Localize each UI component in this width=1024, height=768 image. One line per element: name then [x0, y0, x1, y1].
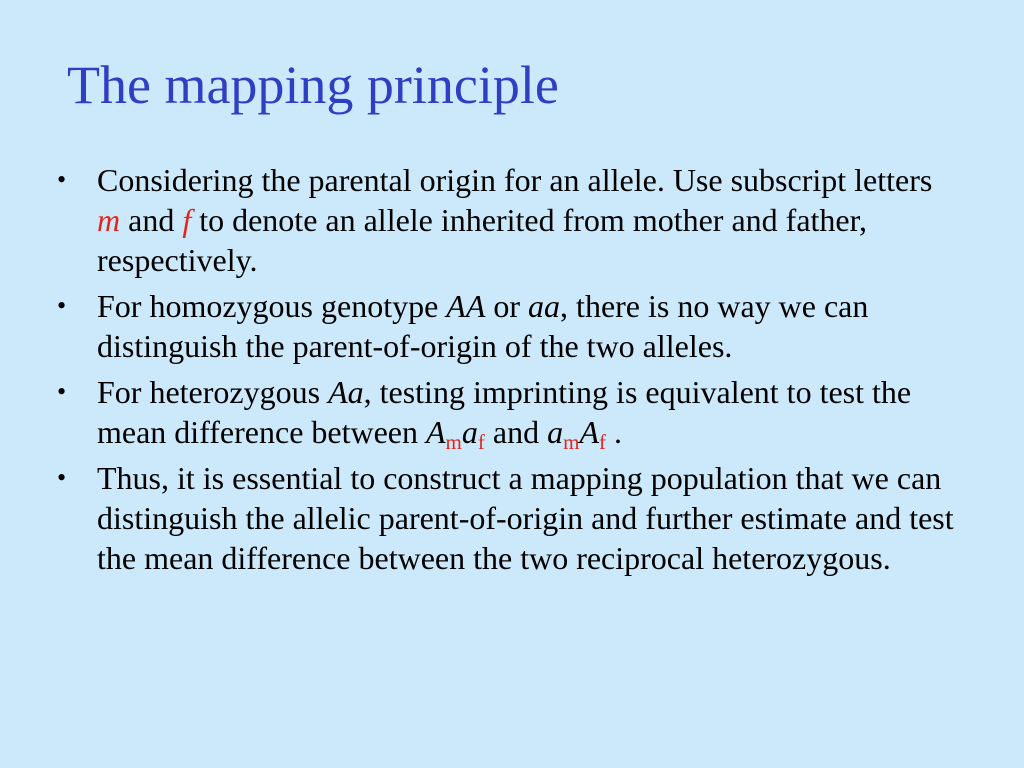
genotype-Aa: Aa	[328, 374, 364, 410]
bullet-text: For heterozygous	[97, 374, 329, 410]
bullet-marker: •	[57, 377, 67, 406]
allele-A: A	[579, 414, 599, 450]
allele-A: A	[426, 414, 446, 450]
genotype-aa: aa	[528, 288, 561, 324]
subscript-m: m	[445, 430, 462, 454]
bullet-text: .	[605, 414, 622, 450]
subscript-f: f	[598, 430, 606, 454]
allele-a: a	[547, 414, 564, 450]
bullet-text: or	[485, 288, 529, 324]
bullet-text: Considering the parental origin for an allele. Use subscript letters	[97, 162, 933, 198]
bullet-text: Thus, it is essential to construct a mapping population that we can distinguish the allelic parent-of-origin and further estimate and test the mean difference between the two reciprocal heterozygous.	[97, 460, 954, 576]
subscript-m-symbol: m	[97, 202, 121, 238]
subscript-f-symbol: f	[182, 202, 192, 238]
bullet-marker: •	[57, 463, 67, 492]
bullet-text: , there is no way we can distinguish the parent-of-origin of the two alleles.	[97, 288, 869, 364]
bullet-text: , testing imprinting is equivalent to test the mean difference between	[97, 374, 912, 450]
subscript-m: m	[563, 430, 580, 454]
bullet-item-heterozygous	[55, 372, 955, 452]
bullet-marker: •	[57, 291, 67, 320]
bullet-marker: •	[57, 165, 67, 194]
bullet-list	[55, 160, 955, 584]
bullet-item-parental-origin	[55, 160, 955, 280]
subscript-f: f	[477, 430, 485, 454]
bullet-text: and	[484, 414, 548, 450]
allele-a: a	[461, 414, 478, 450]
bullet-item-homozygous	[55, 286, 955, 366]
bullet-text: to denote an allele inherited from mother and father, respectively.	[97, 202, 867, 278]
genotype-AA: AA	[446, 288, 486, 324]
bullet-text: and	[120, 202, 183, 238]
bullet-text: For homozygous genotype	[97, 288, 447, 324]
slide-title: The mapping principle	[67, 55, 559, 115]
bullet-item-mapping-population	[55, 458, 955, 578]
